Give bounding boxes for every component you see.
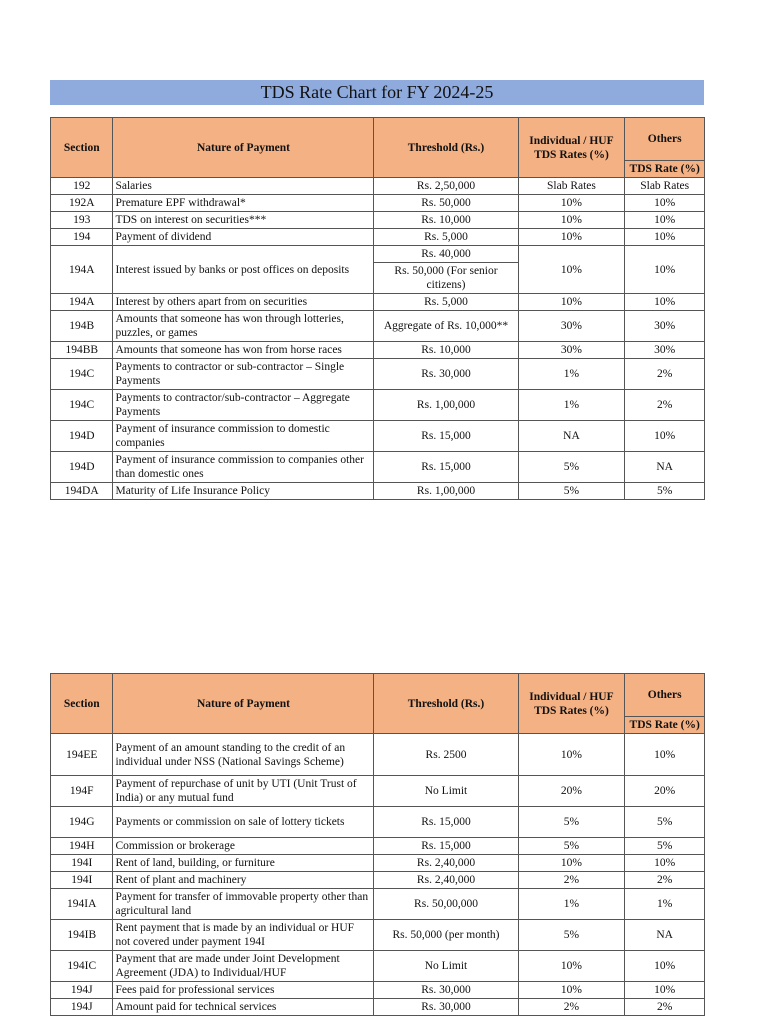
individual-rate-cell: 2% [518, 872, 625, 889]
others-rate-cell: 2% [625, 390, 705, 421]
section-cell: 194J [51, 999, 113, 1016]
header-section: Section [51, 118, 113, 178]
section-cell: 194A [51, 294, 113, 311]
table-row [51, 212, 705, 229]
table-row [51, 999, 705, 1016]
header-individual: Individual / HUF TDS Rates (%) [518, 674, 625, 734]
nature-cell: Fees paid for professional services [113, 982, 374, 999]
others-rate-cell: 2% [625, 999, 705, 1016]
others-rate-cell: 2% [625, 872, 705, 889]
nature-cell: Payments to contractor or sub-contractor – Single Payments [113, 359, 374, 390]
individual-rate-cell: 10% [518, 734, 625, 776]
others-rate-cell: 30% [625, 311, 705, 342]
threshold-cell: No Limit [374, 951, 518, 982]
table-row [51, 734, 705, 776]
nature-cell: Payments to contractor/sub-contractor – Aggregate Payments [113, 390, 374, 421]
nature-cell: Rent of land, building, or furniture [113, 855, 374, 872]
header-tds-rate: TDS Rate (%) [625, 161, 705, 178]
nature-cell: Payment of repurchase of unit by UTI (Unit Trust of India) or any mutual fund [113, 776, 374, 807]
nature-cell: Payment of an amount standing to the credit of an individual under NSS (National Savings Scheme) [113, 734, 374, 776]
nature-cell: Payment that are made under Joint Development Agreement (JDA) to Individual/HUF [113, 951, 374, 982]
section-cell: 192 [51, 178, 113, 195]
others-rate-cell: 20% [625, 776, 705, 807]
individual-rate-cell: 5% [518, 483, 625, 500]
individual-rate-cell: 5% [518, 807, 625, 838]
individual-rate-cell: 1% [518, 359, 625, 390]
others-rate-cell: 5% [625, 807, 705, 838]
threshold-cell: Rs. 40,000 [374, 246, 518, 263]
table-row [51, 421, 705, 452]
tds-table-2 [50, 673, 705, 1016]
page-title: TDS Rate Chart for FY 2024-25 [50, 80, 704, 105]
section-cell: 194 [51, 229, 113, 246]
header-tds-rate: TDS Rate (%) [625, 717, 705, 734]
section-cell: 193 [51, 212, 113, 229]
threshold-cell: Rs. 15,000 [374, 452, 518, 483]
individual-rate-cell: 10% [518, 294, 625, 311]
threshold-cell: Rs. 1,00,000 [374, 390, 518, 421]
threshold-cell: Rs. 30,000 [374, 982, 518, 999]
others-rate-cell: 10% [625, 229, 705, 246]
threshold-cell: Rs. 15,000 [374, 421, 518, 452]
nature-cell: Salaries [113, 178, 374, 195]
others-rate-cell: 30% [625, 342, 705, 359]
nature-cell: Payment of insurance commission to domestic companies [113, 421, 374, 452]
others-rate-cell: 10% [625, 195, 705, 212]
others-rate-cell: 10% [625, 212, 705, 229]
others-rate-cell: 1% [625, 889, 705, 920]
others-rate-cell: 2% [625, 359, 705, 390]
table-row [51, 483, 705, 500]
threshold-cell: Rs. 2,40,000 [374, 855, 518, 872]
others-rate-cell: 10% [625, 951, 705, 982]
header-nature: Nature of Payment [113, 118, 374, 178]
threshold-cell: Rs. 15,000 [374, 807, 518, 838]
nature-cell: Rent of plant and machinery [113, 872, 374, 889]
section-cell: 194J [51, 982, 113, 999]
individual-rate-cell: 10% [518, 855, 625, 872]
nature-cell: Rent payment that is made by an individual or HUF not covered under payment 194I [113, 920, 374, 951]
individual-rate-cell: 2% [518, 999, 625, 1016]
threshold-cell: Rs. 1,00,000 [374, 483, 518, 500]
threshold-cell: No Limit [374, 776, 518, 807]
table-row [51, 452, 705, 483]
others-rate-cell: 5% [625, 838, 705, 855]
individual-rate-cell: 10% [518, 195, 625, 212]
section-cell: 194B [51, 311, 113, 342]
nature-cell: Interest by others apart from on securities [113, 294, 374, 311]
others-rate-cell: Slab Rates [625, 178, 705, 195]
threshold-cell: Rs. 15,000 [374, 838, 518, 855]
nature-cell: Maturity of Life Insurance Policy [113, 483, 374, 500]
section-cell: 194C [51, 390, 113, 421]
header-individual: Individual / HUF TDS Rates (%) [518, 118, 625, 178]
threshold-cell: Rs. 5,000 [374, 294, 518, 311]
section-cell: 194DA [51, 483, 113, 500]
nature-cell: Amount paid for technical services [113, 999, 374, 1016]
individual-rate-cell: 10% [518, 212, 625, 229]
section-cell: 194IA [51, 889, 113, 920]
others-rate-cell: NA [625, 452, 705, 483]
table-row [51, 982, 705, 999]
individual-rate-cell: 10% [518, 982, 625, 999]
others-rate-cell: 10% [625, 246, 705, 294]
individual-rate-cell: NA [518, 421, 625, 452]
section-cell: 194H [51, 838, 113, 855]
nature-cell: Amounts that someone has won from horse races [113, 342, 374, 359]
table-row [51, 776, 705, 807]
tds-table-1 [50, 117, 705, 500]
nature-cell: Payment for transfer of immovable property other than agricultural land [113, 889, 374, 920]
threshold-cell: Rs. 2,50,000 [374, 178, 518, 195]
header-nature: Nature of Payment [113, 674, 374, 734]
threshold-cell: Rs. 5,000 [374, 229, 518, 246]
section-cell: 194A [51, 246, 113, 294]
section-cell: 194G [51, 807, 113, 838]
threshold-cell: Rs. 10,000 [374, 212, 518, 229]
table-row [51, 390, 705, 421]
table-row [51, 920, 705, 951]
section-cell: 194EE [51, 734, 113, 776]
threshold-cell: Rs. 2500 [374, 734, 518, 776]
table-row [51, 246, 705, 263]
header-others: Others [625, 674, 705, 717]
threshold-cell: Rs. 2,40,000 [374, 872, 518, 889]
section-cell: 194IB [51, 920, 113, 951]
nature-cell: TDS on interest on securities*** [113, 212, 374, 229]
table-row [51, 342, 705, 359]
others-rate-cell: NA [625, 920, 705, 951]
section-cell: 194I [51, 872, 113, 889]
table-row [51, 229, 705, 246]
others-rate-cell: 10% [625, 855, 705, 872]
individual-rate-cell: 20% [518, 776, 625, 807]
nature-cell: Commission or brokerage [113, 838, 374, 855]
table-row [51, 889, 705, 920]
section-cell: 194IC [51, 951, 113, 982]
section-cell: 194C [51, 359, 113, 390]
table-row [51, 294, 705, 311]
table-row [51, 807, 705, 838]
table-row [51, 195, 705, 212]
section-cell: 192A [51, 195, 113, 212]
individual-rate-cell: 30% [518, 342, 625, 359]
header-others: Others [625, 118, 705, 161]
section-cell: 194D [51, 452, 113, 483]
threshold-cell: Rs. 30,000 [374, 359, 518, 390]
threshold-cell: Rs. 30,000 [374, 999, 518, 1016]
table-row [51, 311, 705, 342]
nature-cell: Interest issued by banks or post offices on deposits [113, 246, 374, 294]
header-section: Section [51, 674, 113, 734]
individual-rate-cell: 30% [518, 311, 625, 342]
table-row [51, 872, 705, 889]
others-rate-cell: 5% [625, 483, 705, 500]
threshold-cell-senior: Rs. 50,000 (For senior citizens) [374, 263, 518, 294]
table-row [51, 838, 705, 855]
individual-rate-cell: 1% [518, 390, 625, 421]
threshold-cell: Rs. 50,000 (per month) [374, 920, 518, 951]
others-rate-cell: 10% [625, 734, 705, 776]
others-rate-cell: 10% [625, 294, 705, 311]
header-threshold: Threshold (Rs.) [374, 674, 518, 734]
nature-cell: Payment of dividend [113, 229, 374, 246]
threshold-cell: Rs. 10,000 [374, 342, 518, 359]
header-threshold: Threshold (Rs.) [374, 118, 518, 178]
nature-cell: Payment of insurance commission to companies other than domestic ones [113, 452, 374, 483]
individual-rate-cell: 1% [518, 889, 625, 920]
section-cell: 194I [51, 855, 113, 872]
others-rate-cell: 10% [625, 421, 705, 452]
individual-rate-cell: 5% [518, 452, 625, 483]
individual-rate-cell: Slab Rates [518, 178, 625, 195]
table-row [51, 951, 705, 982]
nature-cell: Amounts that someone has won through lotteries, puzzles, or games [113, 311, 374, 342]
section-cell: 194D [51, 421, 113, 452]
individual-rate-cell: 10% [518, 951, 625, 982]
table-row [51, 359, 705, 390]
individual-rate-cell: 10% [518, 246, 625, 294]
individual-rate-cell: 10% [518, 229, 625, 246]
threshold-cell: Aggregate of Rs. 10,000** [374, 311, 518, 342]
threshold-cell: Rs. 50,000 [374, 195, 518, 212]
section-cell: 194BB [51, 342, 113, 359]
individual-rate-cell: 5% [518, 920, 625, 951]
nature-cell: Payments or commission on sale of lottery tickets [113, 807, 374, 838]
individual-rate-cell: 5% [518, 838, 625, 855]
threshold-cell: Rs. 50,00,000 [374, 889, 518, 920]
table-row [51, 178, 705, 195]
section-cell: 194F [51, 776, 113, 807]
others-rate-cell: 10% [625, 982, 705, 999]
table-row [51, 855, 705, 872]
nature-cell: Premature EPF withdrawal* [113, 195, 374, 212]
